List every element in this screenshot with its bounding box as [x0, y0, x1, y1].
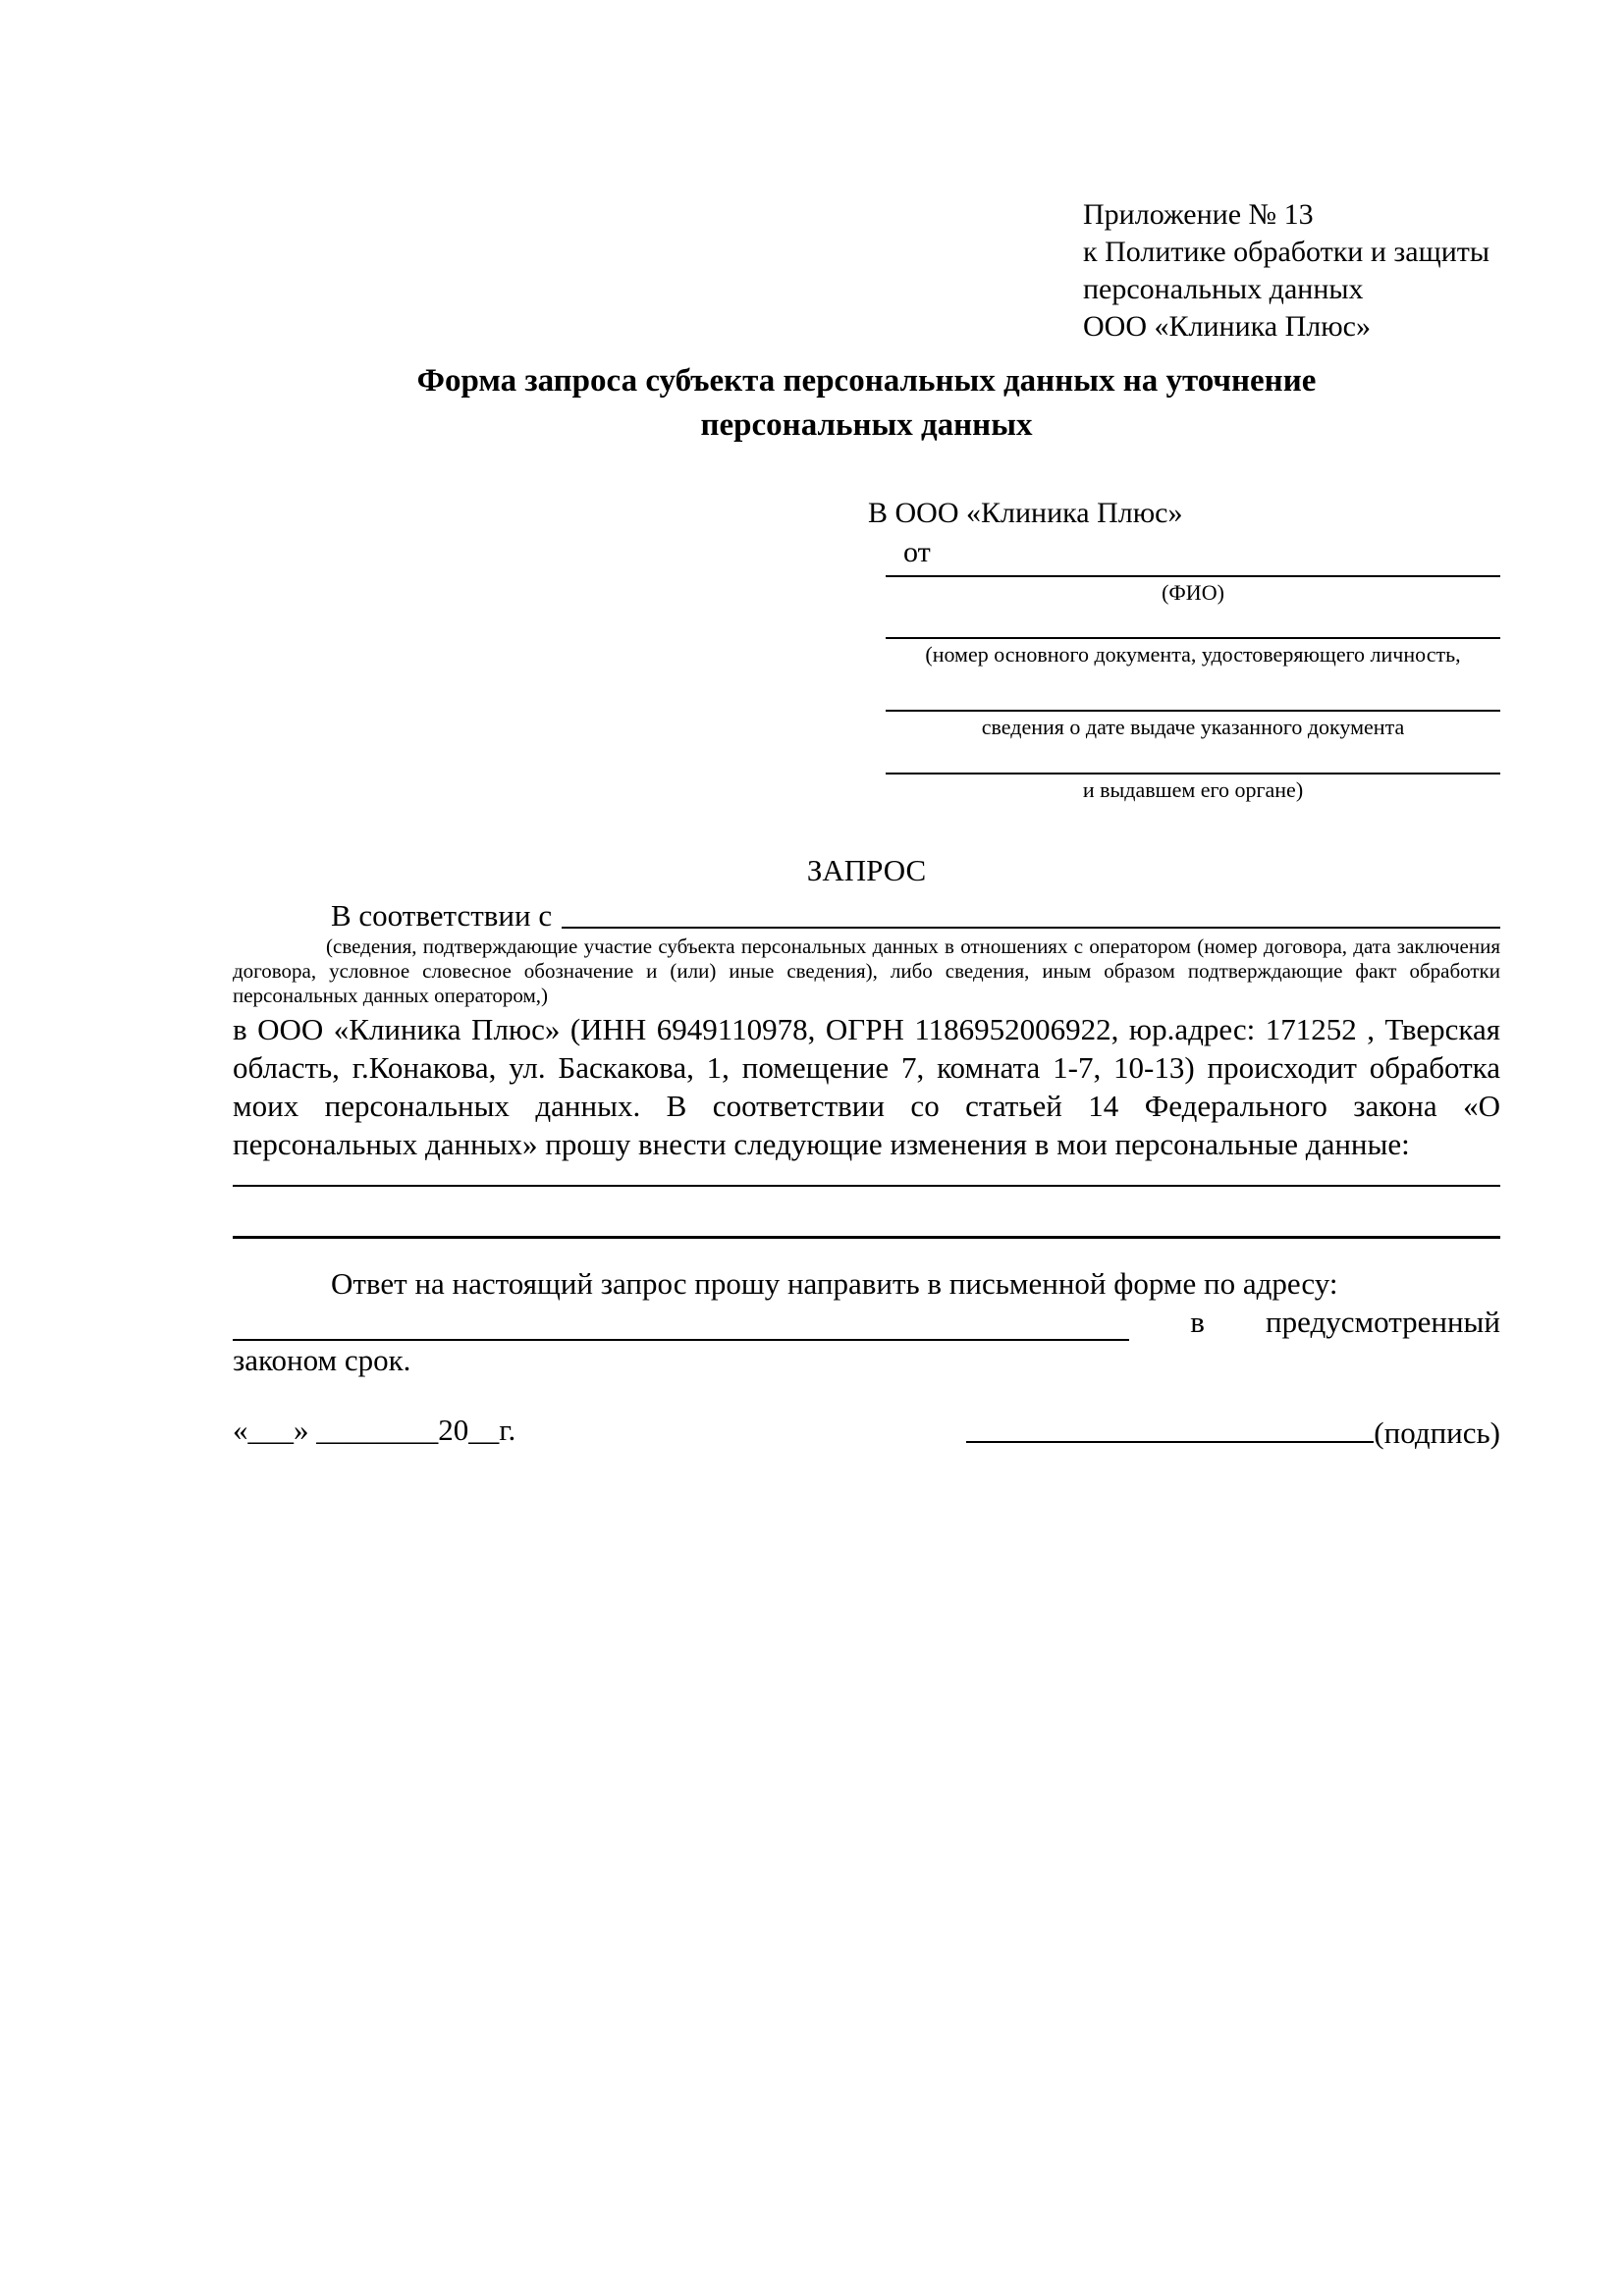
field-document-number	[886, 637, 1500, 667]
appendix-line: к Политике обработки и защиты	[1083, 236, 1490, 268]
answer-paragraph: Ответ на настоящий запрос прошу направить в письменной форме по адресу:	[331, 1266, 1338, 1301]
issue-date-field-caption: сведения о дате выдаче указанного документа	[981, 715, 1405, 739]
signature-caption: (подпись)	[1374, 1415, 1500, 1450]
intro-prefix: В соответствии с	[331, 898, 553, 933]
field-issuing-authority	[886, 773, 1500, 803]
field-issue-date	[886, 710, 1500, 740]
appendix-line: персональных данных	[1083, 273, 1364, 305]
issuing-authority-field-caption: и выдавшем его органе)	[1082, 777, 1304, 802]
appendix-line: ООО «Клиника Плюс»	[1083, 310, 1371, 343]
answer-tail-word-1: в	[1190, 1305, 1205, 1339]
fio-field-caption: (ФИО)	[1162, 580, 1224, 605]
answer-end: законом срок.	[233, 1343, 411, 1377]
changes-field-line-2	[233, 1187, 1500, 1239]
address-field-line	[233, 1309, 1129, 1341]
signature-block	[966, 1411, 1500, 1452]
date-blank: «___» ________20__г.	[233, 1413, 516, 1447]
addressee-block	[868, 495, 1500, 803]
appendix-block	[1083, 196, 1500, 346]
body-paragraph: в ООО «Клиника Плюс» (ИНН 6949110978, ОГРН 1186952006922, юр.адрес: 171252 , Тверская область, г.Конакова, ул. Баскакова, 1, помещение 7, комната 1-7, 10-13) происходит обработка моих персональных данных. В соответствии со статьей 14 Федерального закона «О персональных данных» прошу внести следующие изменения в мои персональные данные:	[233, 1012, 1500, 1161]
basis-field-line	[562, 897, 1500, 929]
addressee-from-label: от	[903, 536, 931, 568]
intro-row	[233, 897, 1500, 934]
answer-tail-word-2: предусмотренный	[1266, 1305, 1500, 1339]
changes-field-line-1	[233, 1163, 1500, 1187]
addressee-to: В ООО «Клиника Плюс»	[868, 497, 1183, 529]
signature-row	[233, 1411, 1500, 1452]
document-number-field-caption: (номер основного документа, удостоверяющего личность,	[925, 642, 1461, 667]
signature-field-line	[966, 1411, 1374, 1443]
document-title: Форма запроса субъекта персональных данных на уточнение персональных данных	[416, 363, 1317, 443]
field-fio	[886, 575, 1500, 606]
explanatory-note: (сведения, подтверждающие участие субъекта персональных данных в отношениях с оператором (номер договора, дата заключения договора, условное словесное обозначение и (или) иные сведения), либо сведения, иным образом подтверждающие факт обработки персональных данных оператором,)	[233, 934, 1500, 1007]
appendix-line: Приложение № 13	[1083, 198, 1314, 231]
address-row	[233, 1303, 1500, 1341]
request-heading: ЗАПРОС	[806, 853, 927, 887]
